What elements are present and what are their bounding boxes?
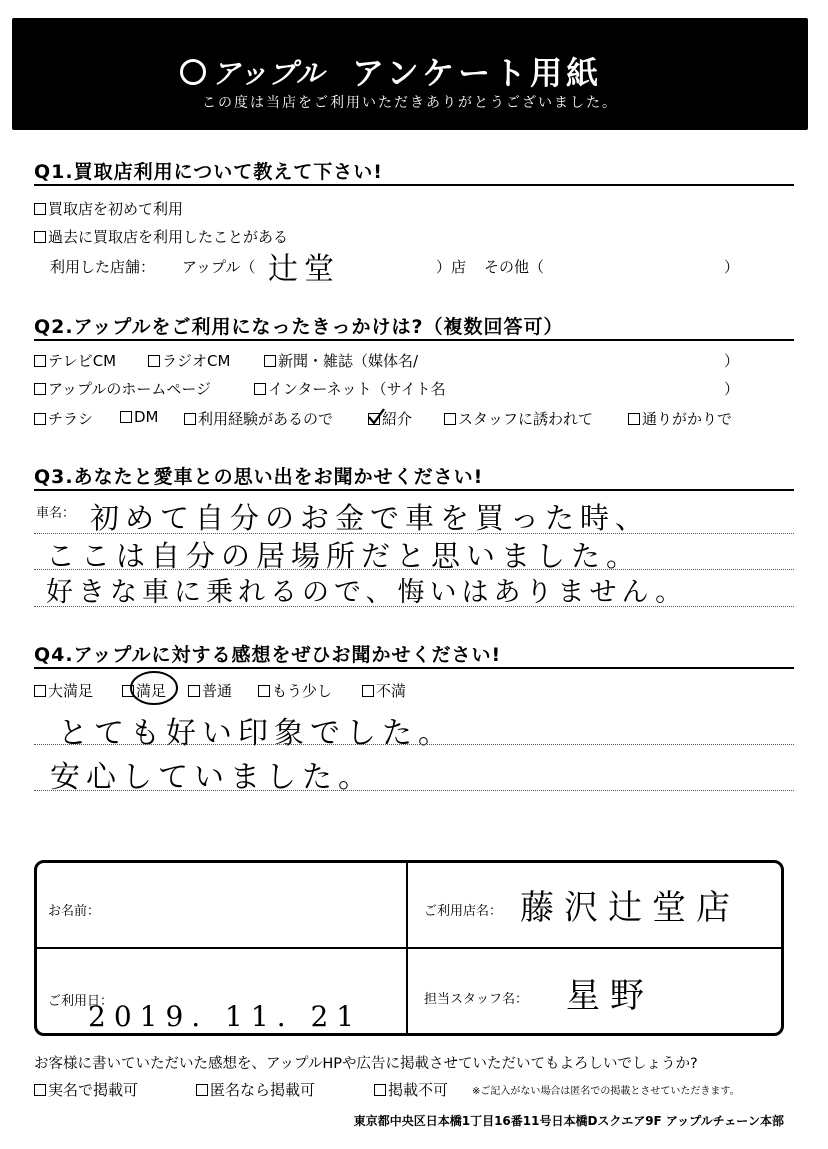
consent-note: ※ご記入がない場合は匿名での掲載とさせていただきます。	[472, 1086, 740, 1097]
q4-option-somewhat[interactable]: もう少し	[258, 680, 332, 701]
checkbox-icon[interactable]	[34, 383, 46, 395]
checkbox-icon[interactable]	[628, 413, 640, 425]
q4-dotted-line	[34, 744, 794, 745]
footer-address: 東京都中央区日本橋1丁目16番11号日本橋Dスクエア9F アップルチェーン本部	[353, 1114, 784, 1128]
q4-option-very-satisfied[interactable]: 大満足	[34, 680, 93, 701]
consent-option-no[interactable]: 掲載不可	[374, 1079, 448, 1100]
q3-question: Q3.あなたと愛車との思い出をお聞かせください!	[34, 466, 484, 488]
q1-option-past-use[interactable]: 過去に買取店を利用したことがある	[34, 226, 288, 247]
q2-option-referral[interactable]: 紹介	[368, 408, 412, 429]
panel-horizontal-divider	[34, 947, 784, 949]
q1-other-label: その他（	[484, 258, 545, 276]
q4-answer-line-1[interactable]: とても好い印象でした。	[58, 716, 454, 751]
consent-option-anonymous[interactable]: 匿名なら掲載可	[196, 1079, 315, 1100]
q4-option-dissatisfied[interactable]: 不満	[362, 680, 406, 701]
q1-apple-label: アップル（	[182, 258, 256, 276]
checkbox-icon[interactable]	[34, 413, 46, 425]
q3-rule	[34, 489, 794, 491]
q2-option-homepage[interactable]: アップルのホームページ	[34, 378, 211, 399]
q3-answer-line-3[interactable]: 好きな車に乗れるので、悔いはありません。	[46, 577, 688, 608]
checkbox-icon[interactable]	[362, 685, 374, 697]
q4-option-satisfied[interactable]: 満足	[122, 680, 166, 701]
q2-row1-close: ）	[724, 352, 740, 370]
checkbox-icon[interactable]	[34, 355, 46, 367]
page-title: アンケート用紙	[352, 54, 603, 92]
q4-option-normal[interactable]: 普通	[188, 680, 232, 701]
checkbox-icon[interactable]	[34, 203, 46, 215]
q3-answer-line-2[interactable]: ここは自分の居場所だと思いました。	[46, 539, 642, 573]
checkbox-icon[interactable]	[188, 685, 200, 697]
q3-car-label: 車名：	[36, 506, 76, 521]
q2-option-internet[interactable]: インターネット（サイト名	[254, 378, 446, 399]
q2-option-dm[interactable]: DM	[120, 408, 159, 426]
q2-option-newspaper[interactable]: 新聞・雑誌（媒体名/	[264, 350, 418, 371]
q2-rule	[34, 339, 794, 341]
q1-other-close: ）	[724, 258, 740, 276]
checkbox-icon[interactable]	[34, 1084, 46, 1096]
page-subtitle: この度は当店をご利用いただきありがとうございました。	[202, 95, 618, 111]
q2-option-passing[interactable]: 通りがかりで	[628, 408, 732, 429]
apple-logo-icon	[180, 59, 206, 85]
q2-option-experience[interactable]: 利用経験があるので	[184, 408, 333, 429]
checkbox-icon[interactable]	[196, 1084, 208, 1096]
consent-option-real-name[interactable]: 実名で掲載可	[34, 1079, 138, 1100]
header-banner	[12, 18, 808, 130]
store-name-handwritten[interactable]: 藤沢辻堂店	[520, 888, 740, 928]
logo	[180, 52, 325, 92]
checkbox-icon[interactable]	[444, 413, 456, 425]
q3-answer-line-1[interactable]: 初めて自分のお金で車を買った時、	[90, 501, 651, 535]
checkbox-icon[interactable]	[34, 231, 46, 243]
q1-question: Q1.買取店利用について教えて下さい!	[34, 161, 383, 183]
brand-name: アップル	[212, 57, 325, 90]
q3-dotted-line	[34, 606, 794, 607]
q1-option-first-time[interactable]: 買取店を初めて利用	[34, 198, 183, 219]
checkbox-icon[interactable]	[184, 413, 196, 425]
date-handwritten[interactable]: 2019. 11. 21	[88, 1000, 363, 1033]
checkbox-icon[interactable]	[120, 411, 132, 423]
q1-store-handwritten[interactable]: 辻堂	[268, 252, 340, 287]
q1-store-label: 利用した店舗：	[50, 258, 156, 276]
selected-circle-icon	[128, 666, 180, 706]
checkbox-icon[interactable]	[34, 685, 46, 697]
q2-option-flyer[interactable]: チラシ	[34, 408, 93, 429]
store-name-label: ご利用店名：	[424, 904, 503, 919]
q4-answer-line-2[interactable]: 安心していました。	[50, 760, 374, 795]
q4-dotted-line	[34, 790, 794, 791]
staff-label: 担当スタッフ名：	[424, 992, 529, 1007]
checkbox-icon[interactable]	[254, 383, 266, 395]
q2-option-radio[interactable]: ラジオCM	[148, 350, 230, 371]
q1-rule	[34, 184, 794, 186]
q4-question: Q4.アップルに対する感想をぜひお聞かせください!	[34, 644, 502, 666]
checkbox-checked-icon[interactable]	[368, 413, 380, 425]
staff-handwritten[interactable]: 星野	[566, 976, 654, 1016]
q2-question: Q2.アップルをご利用になったきっかけは?（複数回答可）	[34, 316, 564, 338]
q2-row2-close: ）	[724, 380, 740, 398]
checkbox-icon[interactable]	[148, 355, 160, 367]
checkbox-icon[interactable]	[374, 1084, 386, 1096]
name-label: お名前：	[48, 904, 101, 919]
checkbox-icon[interactable]	[264, 355, 276, 367]
consent-question: お客様に書いていただいた感想を、アップルHPや広告に掲載させていただいてもよろしいでしょうか?	[34, 1056, 698, 1072]
date-label: ご利用日：	[48, 994, 114, 1009]
q1-store-suffix: ）店	[436, 258, 467, 276]
q2-option-staff[interactable]: スタッフに誘われて	[444, 408, 593, 429]
checkbox-icon[interactable]	[258, 685, 270, 697]
q2-option-tv[interactable]: テレビCM	[34, 350, 116, 371]
